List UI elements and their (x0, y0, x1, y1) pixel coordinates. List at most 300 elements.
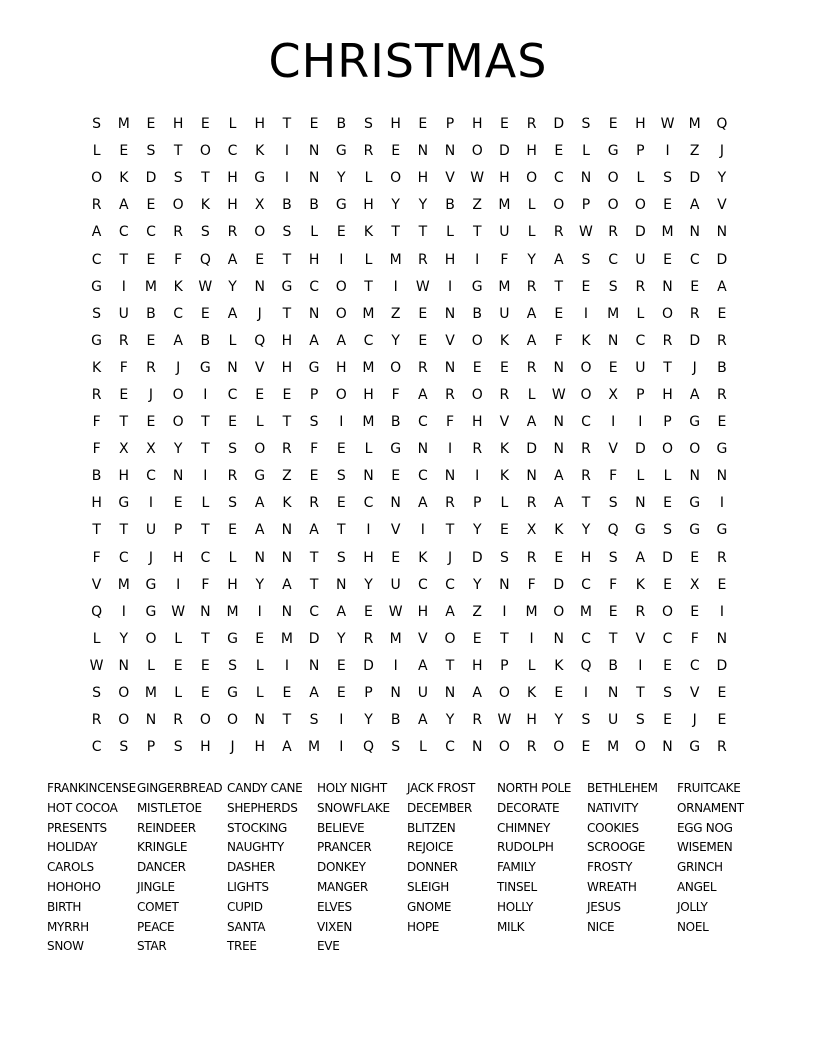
grid-cell: C (417, 576, 428, 593)
grid-row (83, 517, 736, 544)
grid-cell: N (635, 495, 646, 512)
grid-cell: B (282, 197, 292, 214)
grid-cell: Z (282, 468, 292, 485)
grid-cell: E (173, 495, 183, 512)
grid-cell: E (581, 278, 591, 295)
grid-cell: E (336, 224, 346, 241)
grid-cell: H (200, 739, 211, 756)
word-list-item: ORNAMENT (677, 800, 744, 815)
grid-cell: B (717, 359, 727, 376)
grid-cell: E (717, 576, 727, 593)
grid-cell: D (363, 657, 374, 674)
word-list-item: MANGER (317, 879, 368, 894)
grid-cell: O (634, 739, 646, 756)
grid-cell: I (284, 170, 289, 187)
grid-cell: N (716, 630, 728, 647)
grid-cell: S (663, 170, 672, 187)
grid-row (83, 680, 736, 707)
grid-cell: N (444, 468, 456, 485)
grid-cell: O (172, 386, 184, 403)
grid-cell: U (635, 359, 646, 376)
grid-cell: N (308, 143, 320, 160)
grid-cell: Y (228, 278, 237, 295)
grid-cell: H (227, 576, 238, 593)
grid-cell: C (635, 332, 646, 349)
grid-cell: D (662, 549, 673, 566)
grid-cell: G (281, 278, 293, 295)
grid-cell: R (635, 278, 646, 295)
grid-cell: N (308, 305, 320, 322)
grid-cell: J (148, 549, 154, 566)
word-list-item: CANDY CANE (227, 781, 303, 795)
grid-cell: N (254, 278, 265, 295)
grid-cell: K (255, 143, 265, 160)
grid-cell: G (689, 739, 701, 756)
word-list-item: NAUGHTY (227, 840, 284, 855)
grid-cell: L (527, 657, 536, 674)
grid-cell: T (92, 522, 101, 539)
word-list-item: RUDOLPH (497, 840, 554, 855)
grid-cell: C (608, 251, 619, 268)
word-list-item: DANCER (137, 860, 186, 875)
grid-cell: N (200, 603, 211, 620)
grid-cell: O (526, 170, 538, 187)
grid-cell: N (471, 739, 483, 756)
grid-cell: G (689, 522, 701, 539)
grid-cell: G (227, 685, 238, 702)
word-list-item: PRANCER (317, 840, 372, 855)
grid-cell: S (228, 495, 237, 512)
grid-cell: I (529, 630, 534, 647)
grid-cell: E (391, 549, 401, 566)
grid-cell: S (581, 116, 591, 133)
grid-cell: N (662, 278, 673, 295)
grid-cell: P (445, 116, 455, 133)
grid-cell: N (716, 468, 728, 485)
word-list-item: SNOW (47, 939, 84, 954)
grid-cell: G (716, 441, 728, 458)
word-list-item: BIRTH (47, 899, 82, 914)
grid-cell: C (309, 278, 319, 295)
grid-cell: Q (362, 739, 374, 756)
grid-cell: O (390, 359, 402, 376)
grid-cell: P (581, 197, 591, 214)
grid-cell: K (499, 441, 509, 458)
grid-cell: U (417, 685, 428, 702)
grid-cell: Y (364, 576, 373, 593)
grid-cell: S (391, 739, 401, 756)
grid-cell: E (418, 305, 428, 322)
grid-cell: K (363, 224, 374, 241)
grid-cell: H (417, 603, 429, 620)
grid-cell: T (173, 143, 183, 160)
grid-cell: S (581, 712, 591, 729)
grid-row (83, 409, 736, 436)
grid-cell: G (91, 278, 103, 295)
grid-cell: H (499, 170, 510, 187)
grid-cell: A (227, 251, 238, 268)
grid-cell: U (635, 251, 646, 268)
grid-cell: H (471, 414, 483, 431)
grid-cell: O (498, 685, 510, 702)
grid-cell: C (553, 170, 564, 187)
grid-cell: E (581, 739, 591, 756)
word-list-item: GINGERBREAD (137, 781, 223, 795)
grid-cell: Z (472, 197, 483, 214)
grid-cell: R (173, 712, 184, 729)
grid-cell: H (308, 251, 320, 268)
grid-cell: N (689, 468, 700, 485)
grid-cell: Y (337, 630, 346, 647)
grid-cell: M (144, 278, 158, 295)
grid-cell: J (148, 386, 154, 403)
grid-cell: I (475, 251, 480, 268)
grid-cell: T (309, 576, 319, 593)
grid-cell: E (717, 305, 727, 322)
grid-cell: A (282, 739, 292, 756)
grid-cell: T (636, 685, 645, 702)
word-list (47, 779, 787, 957)
grid-cell: B (200, 332, 211, 349)
grid-cell: L (255, 657, 264, 674)
grid-cell: V (608, 441, 618, 458)
grid-cell: N (118, 657, 130, 674)
grid-cell: V (499, 414, 510, 431)
grid-cell: T (282, 305, 292, 322)
grid-cell: D (634, 224, 646, 241)
grid-cell: C (309, 603, 319, 620)
grid-cell: E (663, 197, 672, 214)
grid-cell: Y (445, 712, 455, 729)
grid-cell: S (200, 224, 210, 241)
letter-grid (83, 111, 736, 761)
word-list-item: MILK (497, 919, 525, 934)
grid-cell: C (200, 549, 211, 566)
grid-cell: S (92, 116, 102, 133)
grid-cell: I (665, 143, 670, 160)
grid-cell: N (580, 170, 592, 187)
grid-cell: O (118, 712, 130, 729)
grid-cell: D (499, 143, 510, 160)
grid-cell: D (716, 657, 728, 674)
grid-row (83, 490, 736, 517)
grid-cell: A (445, 603, 455, 620)
grid-cell: E (200, 305, 210, 322)
grid-cell: D (526, 441, 537, 458)
grid-cell: I (475, 468, 480, 485)
word-list-item: WISEMEN (677, 840, 733, 855)
grid-cell: G (227, 630, 238, 647)
grid-cell: M (607, 739, 620, 756)
grid-cell: R (417, 251, 428, 268)
grid-cell: S (608, 495, 618, 512)
grid-cell: Y (391, 197, 400, 214)
grid-cell: O (662, 441, 674, 458)
grid-cell: A (689, 386, 700, 403)
grid-cell: C (91, 251, 102, 268)
word-list-item: REJOICE (407, 840, 454, 855)
grid-cell: P (146, 739, 156, 756)
grid-cell: O (580, 359, 592, 376)
word-list-item: VIXEN (317, 919, 353, 934)
grid-cell: A (254, 522, 265, 539)
grid-row (83, 219, 736, 246)
grid-cell: Y (472, 522, 482, 539)
grid-cell: P (636, 143, 645, 160)
grid-cell: T (500, 630, 509, 647)
grid-cell: X (526, 522, 537, 539)
grid-row (83, 111, 736, 138)
word-list-item: FAMILY (497, 860, 536, 875)
grid-row (83, 328, 736, 355)
grid-cell: E (608, 603, 618, 620)
grid-cell: K (282, 495, 292, 512)
grid-cell: Z (390, 305, 401, 322)
grid-cell: F (391, 386, 400, 403)
grid-cell: E (146, 414, 156, 431)
grid-cell: R (553, 224, 564, 241)
grid-cell: N (227, 359, 238, 376)
grid-cell: W (89, 657, 104, 674)
grid-cell: U (499, 224, 510, 241)
grid-cell: E (717, 712, 727, 729)
grid-cell: H (281, 332, 293, 349)
word-list-item: PEACE (137, 919, 175, 934)
word-list-item: BELIEVE (317, 820, 365, 835)
grid-cell: E (663, 251, 672, 268)
grid-cell: F (446, 414, 455, 431)
grid-cell: T (554, 278, 564, 295)
grid-cell: F (554, 332, 563, 349)
grid-cell: O (145, 630, 157, 647)
grid-cell: H (635, 116, 646, 133)
grid-cell: G (91, 332, 103, 349)
word-list-item: PRESENTS (47, 820, 107, 835)
grid-cell: C (417, 414, 428, 431)
word-list-item: SHEPHERDS (227, 800, 298, 815)
grid-cell: E (282, 386, 292, 403)
grid-cell: L (147, 657, 155, 674)
grid-cell: L (582, 143, 590, 160)
grid-cell: E (255, 630, 265, 647)
grid-cell: H (363, 549, 374, 566)
grid-cell: R (526, 739, 537, 756)
grid-cell: E (499, 359, 509, 376)
grid-cell: G (607, 143, 619, 160)
grid-cell: M (607, 305, 620, 322)
grid-cell: P (309, 386, 319, 403)
grid-cell: I (339, 414, 344, 431)
grid-cell: I (583, 685, 589, 702)
grid-cell: S (173, 170, 183, 187)
grid-cell: W (470, 170, 485, 187)
grid-cell: C (146, 224, 156, 241)
grid-cell: A (689, 197, 700, 214)
grid-cell: G (145, 576, 157, 593)
grid-cell: I (583, 305, 589, 322)
grid-cell: E (554, 305, 564, 322)
grid-cell: T (364, 278, 373, 295)
grid-cell: Q (607, 522, 619, 539)
grid-cell: H (172, 116, 184, 133)
grid-cell: W (579, 224, 593, 241)
word-list-item: HOLY NIGHT (317, 781, 387, 795)
grid-cell: M (280, 630, 293, 647)
grid-cell: V (717, 197, 727, 214)
grid-cell: H (417, 170, 429, 187)
word-list-item: JOLLY (677, 899, 708, 914)
word-list-item: DONKEY (317, 860, 366, 875)
grid-cell: E (364, 603, 373, 620)
grid-cell: C (689, 657, 700, 674)
word-list-item: NICE (587, 919, 615, 934)
grid-cell: F (609, 468, 618, 485)
grid-cell: H (471, 657, 483, 674)
grid-cell: H (526, 712, 537, 729)
grid-cell: K (554, 657, 564, 674)
grid-row (83, 274, 736, 301)
grid-cell: M (661, 224, 674, 241)
grid-cell: O (91, 170, 103, 187)
grid-cell: N (281, 603, 293, 620)
grid-cell: T (309, 549, 319, 566)
grid-cell: W (660, 116, 675, 133)
grid-cell: C (445, 576, 455, 593)
grid-cell: V (635, 630, 646, 647)
grid-cell: M (144, 685, 158, 702)
grid-cell: E (336, 685, 346, 702)
grid-cell: E (146, 251, 156, 268)
grid-cell: K (200, 197, 210, 214)
grid-cell: O (254, 224, 266, 241)
grid-cell: Q (254, 332, 266, 349)
grid-cell: M (362, 359, 375, 376)
word-list-item: HOLLY (497, 899, 534, 914)
grid-cell: T (445, 522, 455, 539)
grid-cell: N (145, 712, 157, 729)
grid-cell: B (309, 197, 319, 214)
grid-cell: N (444, 685, 456, 702)
word-list-item: MISTLETOE (137, 800, 202, 815)
grid-cell: L (228, 549, 237, 566)
grid-cell: N (363, 468, 374, 485)
grid-cell: S (309, 414, 319, 431)
grid-cell: A (91, 224, 102, 241)
grid-cell: I (502, 603, 507, 620)
grid-cell: A (553, 251, 564, 268)
grid-cell: H (91, 495, 102, 512)
grid-cell: G (390, 441, 402, 458)
grid-cell: F (609, 576, 618, 593)
grid-cell: S (663, 522, 672, 539)
grid-row (83, 707, 736, 734)
grid-cell: D (553, 116, 565, 133)
grid-row (83, 138, 736, 165)
grid-cell: X (608, 386, 618, 403)
grid-cell: M (688, 116, 701, 133)
grid-cell: L (527, 224, 536, 241)
grid-cell: L (364, 251, 373, 268)
grid-cell: K (119, 170, 129, 187)
grid-cell: I (638, 657, 643, 674)
grid-cell: H (526, 143, 537, 160)
grid-cell: O (199, 712, 211, 729)
word-list-item: WREATH (587, 879, 637, 894)
grid-cell: J (447, 549, 453, 566)
grid-cell: E (146, 332, 156, 349)
grid-cell: K (173, 278, 183, 295)
grid-row (83, 734, 736, 761)
grid-cell: D (145, 170, 157, 187)
grid-cell: F (310, 441, 319, 458)
grid-cell: L (174, 630, 183, 647)
grid-cell: N (499, 576, 510, 593)
grid-cell: A (309, 332, 319, 349)
grid-cell: B (390, 712, 401, 729)
grid-cell: L (364, 441, 373, 458)
grid-cell: W (551, 386, 566, 403)
grid-cell: N (444, 359, 456, 376)
grid-cell: F (690, 630, 699, 647)
grid-cell: F (119, 359, 128, 376)
grid-cell: H (254, 739, 265, 756)
word-list-item: BETHLEHEM (587, 781, 658, 795)
grid-cell: E (663, 576, 672, 593)
grid-cell: L (636, 468, 645, 485)
grid-cell: N (662, 739, 673, 756)
grid-cell: G (308, 359, 320, 376)
grid-cell: V (390, 522, 401, 539)
grid-cell: R (445, 386, 455, 403)
grid-cell: M (498, 278, 511, 295)
word-list-item: HOT COCOA (47, 800, 118, 815)
grid-cell: W (497, 712, 512, 729)
grid-cell: G (254, 468, 266, 485)
grid-cell: N (417, 441, 429, 458)
grid-cell: R (526, 359, 537, 376)
grid-cell: C (689, 251, 700, 268)
grid-cell: I (393, 278, 398, 295)
grid-cell: S (608, 278, 618, 295)
grid-cell: L (446, 224, 454, 241)
grid-cell: C (417, 468, 428, 485)
word-list-item: DECORATE (497, 800, 560, 815)
grid-cell: K (527, 685, 537, 702)
grid-cell: N (444, 305, 456, 322)
grid-cell: R (717, 386, 727, 403)
grid-cell: S (608, 549, 618, 566)
grid-cell: I (447, 441, 453, 458)
grid-cell: Y (391, 332, 400, 349)
grid-cell: E (200, 116, 210, 133)
grid-cell: H (227, 197, 238, 214)
grid-cell: N (526, 468, 537, 485)
grid-cell: E (608, 359, 618, 376)
grid-row (83, 599, 736, 626)
grid-cell: Y (418, 197, 428, 214)
grid-cell: R (91, 386, 102, 403)
grid-row (83, 463, 736, 490)
grid-cell: T (472, 224, 482, 241)
grid-cell: V (445, 170, 455, 187)
grid-cell: S (92, 305, 102, 322)
grid-cell: M (525, 603, 538, 620)
grid-cell: R (499, 386, 510, 403)
grid-cell: A (553, 468, 564, 485)
grid-cell: A (309, 522, 319, 539)
grid-cell: E (146, 197, 156, 214)
grid-cell: M (117, 116, 130, 133)
